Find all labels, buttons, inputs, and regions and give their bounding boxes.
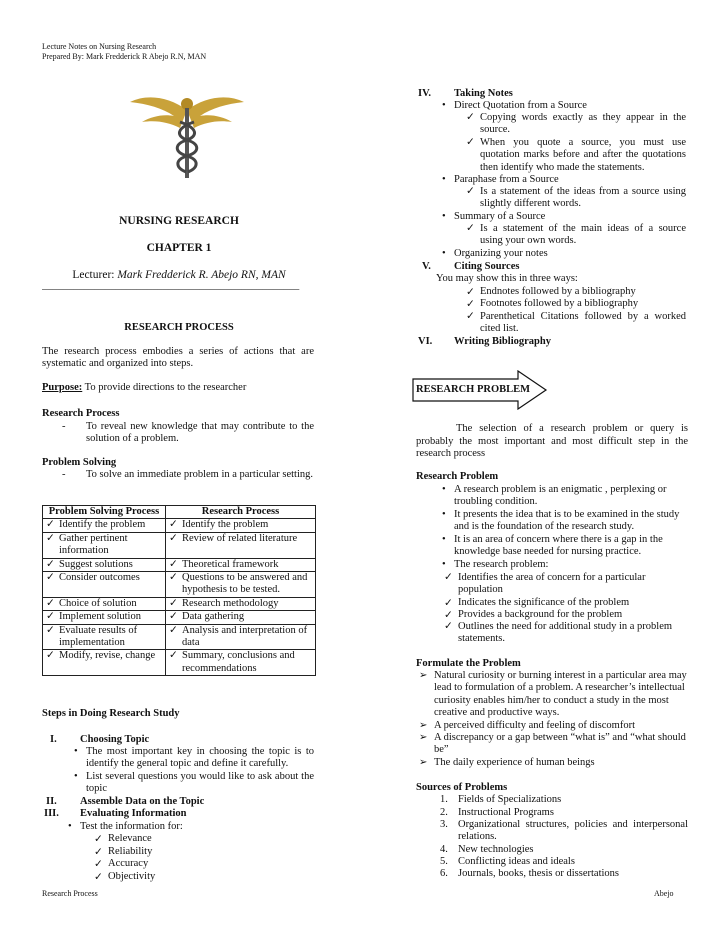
rp-heading: Research Process (42, 408, 120, 419)
s4-bullet-2: • Paraphase from a Source (454, 174, 688, 185)
s4-bullet-3: • Summary of a Source (454, 211, 688, 222)
table-cell-text: Data gathering (182, 611, 245, 623)
purpose-text: To provide directions to the researcher (82, 382, 247, 393)
check-item: ✓ Objectivity (108, 871, 155, 883)
table-cell: ✓ Identify the problem (43, 519, 166, 532)
table-row (43, 650, 316, 676)
s4-bullet-4: • Organizing your notes (454, 248, 688, 259)
rp-check: ✓ Identifies the area of concern for a particular population (458, 572, 688, 597)
check-item: ✓ Reliability (108, 846, 152, 858)
table-cell-text: Identify the problem (59, 519, 146, 531)
chapter-title: CHAPTER 1 (146, 242, 212, 254)
table-cell-text: Research methodology (182, 597, 279, 609)
list-number: 2. (440, 807, 448, 818)
table-cell-text: Identify the problem (182, 519, 269, 531)
check-item: ✓ Accuracy (108, 858, 148, 870)
sp-item: Journals, books, thesis or dissertations (458, 868, 619, 879)
table-cell-text: Gather pertinent information (59, 532, 128, 557)
s5-check: ✓ Footnotes followed by a bibliography (480, 298, 638, 310)
step-2-title: Assemble Data on the Topic (80, 796, 205, 807)
table-row (43, 532, 316, 558)
fp-heading: Formulate the Problem (416, 658, 521, 669)
step-1-title: Choosing Topic (80, 734, 150, 745)
rp-check: ✓ Provides a background for the problem (458, 609, 688, 620)
list-number: 5. (440, 856, 448, 867)
rp-bullet: • The research problem: (454, 559, 688, 570)
table-row (43, 611, 316, 624)
table-cell-text: Consider outcomes (59, 572, 140, 584)
table-cell-text: Analysis and interpretation of data (182, 624, 308, 649)
ps-item: To solve an immediate problem in a particular setting. (86, 469, 313, 480)
lecturer-label: Lecturer: (72, 269, 118, 281)
table-cell: ✓ Review of related literature (166, 532, 316, 558)
purpose-label: Purpose: (42, 382, 83, 393)
step-1-bullet-2: • List several questions you would like to ask about the topic (86, 771, 314, 796)
table-cell: ✓ Analysis and interpretation of data (166, 624, 316, 650)
footer-left: Research Process (42, 889, 98, 898)
rp-item: To reveal new knowledge that may contribute to the solution of a problem. (86, 421, 314, 445)
list-number: 3. (440, 819, 448, 830)
footer-right: Abejo (654, 889, 674, 898)
step-3-bullet: • Test the information for: (80, 821, 310, 832)
table-cell-text: Summary, conclusions and recommendations (182, 650, 295, 674)
comparison-table (42, 505, 316, 676)
sp-item: Instructional Programs (458, 807, 554, 818)
step-5-title: Citing Sources (454, 261, 520, 272)
table-cell: ✓ Suggest solutions (43, 558, 166, 571)
table-header-cell: Problem Solving Process (43, 506, 166, 519)
list-number: 4. (440, 844, 448, 855)
s4-check: ✓ Is a statement of the ideas from a source using slightly different words. (480, 186, 686, 211)
table-cell: ✓ Evaluate results of implementation (43, 624, 166, 650)
s4-check: ✓ Is a statement of the main ideas of a source using your own words. (480, 223, 686, 248)
table-row (43, 624, 316, 650)
table-row (43, 519, 316, 532)
header-line-2: Prepared By: Mark Fredderick R Abejo R.N, MAN (42, 52, 207, 61)
table-cell: ✓ Gather pertinent information (43, 532, 166, 558)
table-cell: ✓ Choice of solution (43, 597, 166, 610)
table-row (43, 597, 316, 610)
ps-heading: Problem Solving (42, 457, 117, 468)
s5-intro: You may show this in three ways: (436, 273, 578, 284)
table-cell: ✓ Identify the problem (166, 519, 316, 532)
running-header (42, 42, 206, 62)
header-line-1: Lecture Notes on Nursing Research (42, 42, 157, 51)
s4-check: ✓ Copying words exactly as they appear in the source. (480, 112, 686, 137)
step-3-number: III. (44, 808, 59, 819)
lecturer-name: Mark Fredderick R. Abejo RN, MAN (117, 269, 286, 281)
table-row (43, 558, 316, 571)
step-1-number: I. (50, 734, 57, 745)
rp-bullet: • It presents the idea that is to be examined in the study and is the foundation of the research study. (454, 509, 688, 534)
sp-item: Conflicting ideas and ideals (458, 856, 575, 867)
rp-bullet: • A research problem is an enigmatic , perplexing or troubling condition. (454, 484, 688, 509)
course-title: NURSING RESEARCH (119, 215, 239, 227)
s4-check: ✓ When you quote a source, you must use quotation marks before and after the quotations then identify who made the statements. (480, 137, 686, 174)
list-number: 6. (440, 868, 448, 879)
rp-paragraph: The selection of a research problem or query is probably the most important and most difficult step in the research process (416, 423, 688, 460)
rp-bullet: • It is an area of concern where there is a gap in the knowledge base needed for nursing practice. (454, 534, 688, 559)
rp-check: ✓ Indicates the significance of the problem (458, 597, 688, 608)
table-cell-text: Theoretical framework (182, 558, 279, 570)
title-rule: _________________________________________________ (42, 280, 300, 291)
table-cell-text: Modify, revise, change (59, 650, 156, 662)
fp-item: ➢ Natural curiosity or burning interest in a particular area may lead to formulation of a problem. A researcher’s intellectual curiosity enables him/her to conduct a study in the most creative and productive ways. (434, 670, 688, 720)
table-cell: ✓ Data gathering (166, 611, 316, 624)
fp-item: ➢ The daily experience of human beings (434, 757, 688, 768)
step-4-title: Taking Notes (454, 88, 513, 99)
step-1-bullet-1: • The most important key in choosing the topic is to identify the general topic and define it carefully. (86, 746, 314, 771)
fp-item: ➢ A discrepancy or a gap between “what is” and “what should be” (434, 732, 688, 757)
sp-heading: Sources of Problems (416, 782, 508, 793)
table-cell: ✓ Implement solution (43, 611, 166, 624)
table-cell-text: Evaluate results of implementation (59, 624, 138, 649)
intro-paragraph: The research process embodies a series of actions that are systematic and organized into steps. (42, 346, 314, 370)
list-number: 1. (440, 794, 448, 805)
fp-item: ➢ A perceived difficulty and feeling of discomfort (434, 720, 688, 731)
caduceus-logo (128, 88, 246, 180)
sp-item: Fields of Specializations (458, 794, 562, 805)
table-cell: ✓ Research methodology (166, 597, 316, 610)
table-cell-text: Review of related literature (182, 532, 298, 544)
s4-bullet-1: • Direct Quotation from a Source (454, 100, 688, 111)
steps-heading: Steps in Doing Research Study (42, 708, 180, 719)
sp-item: New technologies (458, 844, 534, 855)
step-2-number: II. (46, 796, 57, 807)
s5-check: ✓ Endnotes followed by a bibliography (480, 286, 636, 298)
table-cell: ✓ Modify, revise, change (43, 650, 166, 676)
step-6-title: Writing Bibliography (454, 336, 551, 347)
s5-check: ✓ Parenthetical Citations followed by a worked cited list. (480, 311, 686, 336)
section-title-research-process: RESEARCH PROCESS (124, 322, 234, 333)
dash: - (62, 469, 66, 480)
table-cell-text: Implement solution (59, 611, 141, 623)
table-cell-text: Suggest solutions (59, 558, 133, 570)
rp-check: ✓ Outlines the need for additional study in a problem statements. (458, 621, 688, 646)
table-cell: ✓ Questions to be answered and hypothesis to be tested. (166, 572, 316, 598)
step-3-title: Evaluating Information (80, 808, 187, 819)
table-cell: ✓ Consider outcomes (43, 572, 166, 598)
table-cell-text: Questions to be answered and hypothesis to be tested. (182, 572, 308, 596)
table-header-cell: Research Process (166, 506, 316, 519)
check-item: ✓ Relevance (108, 833, 152, 845)
table-cell: ✓ Summary, conclusions and recommendations (166, 650, 316, 676)
dash: - (62, 421, 66, 432)
step-5-number: V. (422, 261, 431, 272)
table-cell: ✓ Theoretical framework (166, 558, 316, 571)
sp-item: Organizational structures, policies and interpersonal relations. (458, 819, 688, 843)
table-row (43, 572, 316, 598)
rp-heading-right: Research Problem (416, 471, 499, 482)
table-header-row (43, 506, 316, 519)
purpose-line (42, 382, 314, 393)
table-cell-text: Choice of solution (59, 597, 137, 609)
research-problem-label: RESEARCH PROBLEM (416, 384, 531, 395)
step-6-number: VI. (418, 336, 433, 347)
step-4-number: IV. (418, 88, 431, 99)
